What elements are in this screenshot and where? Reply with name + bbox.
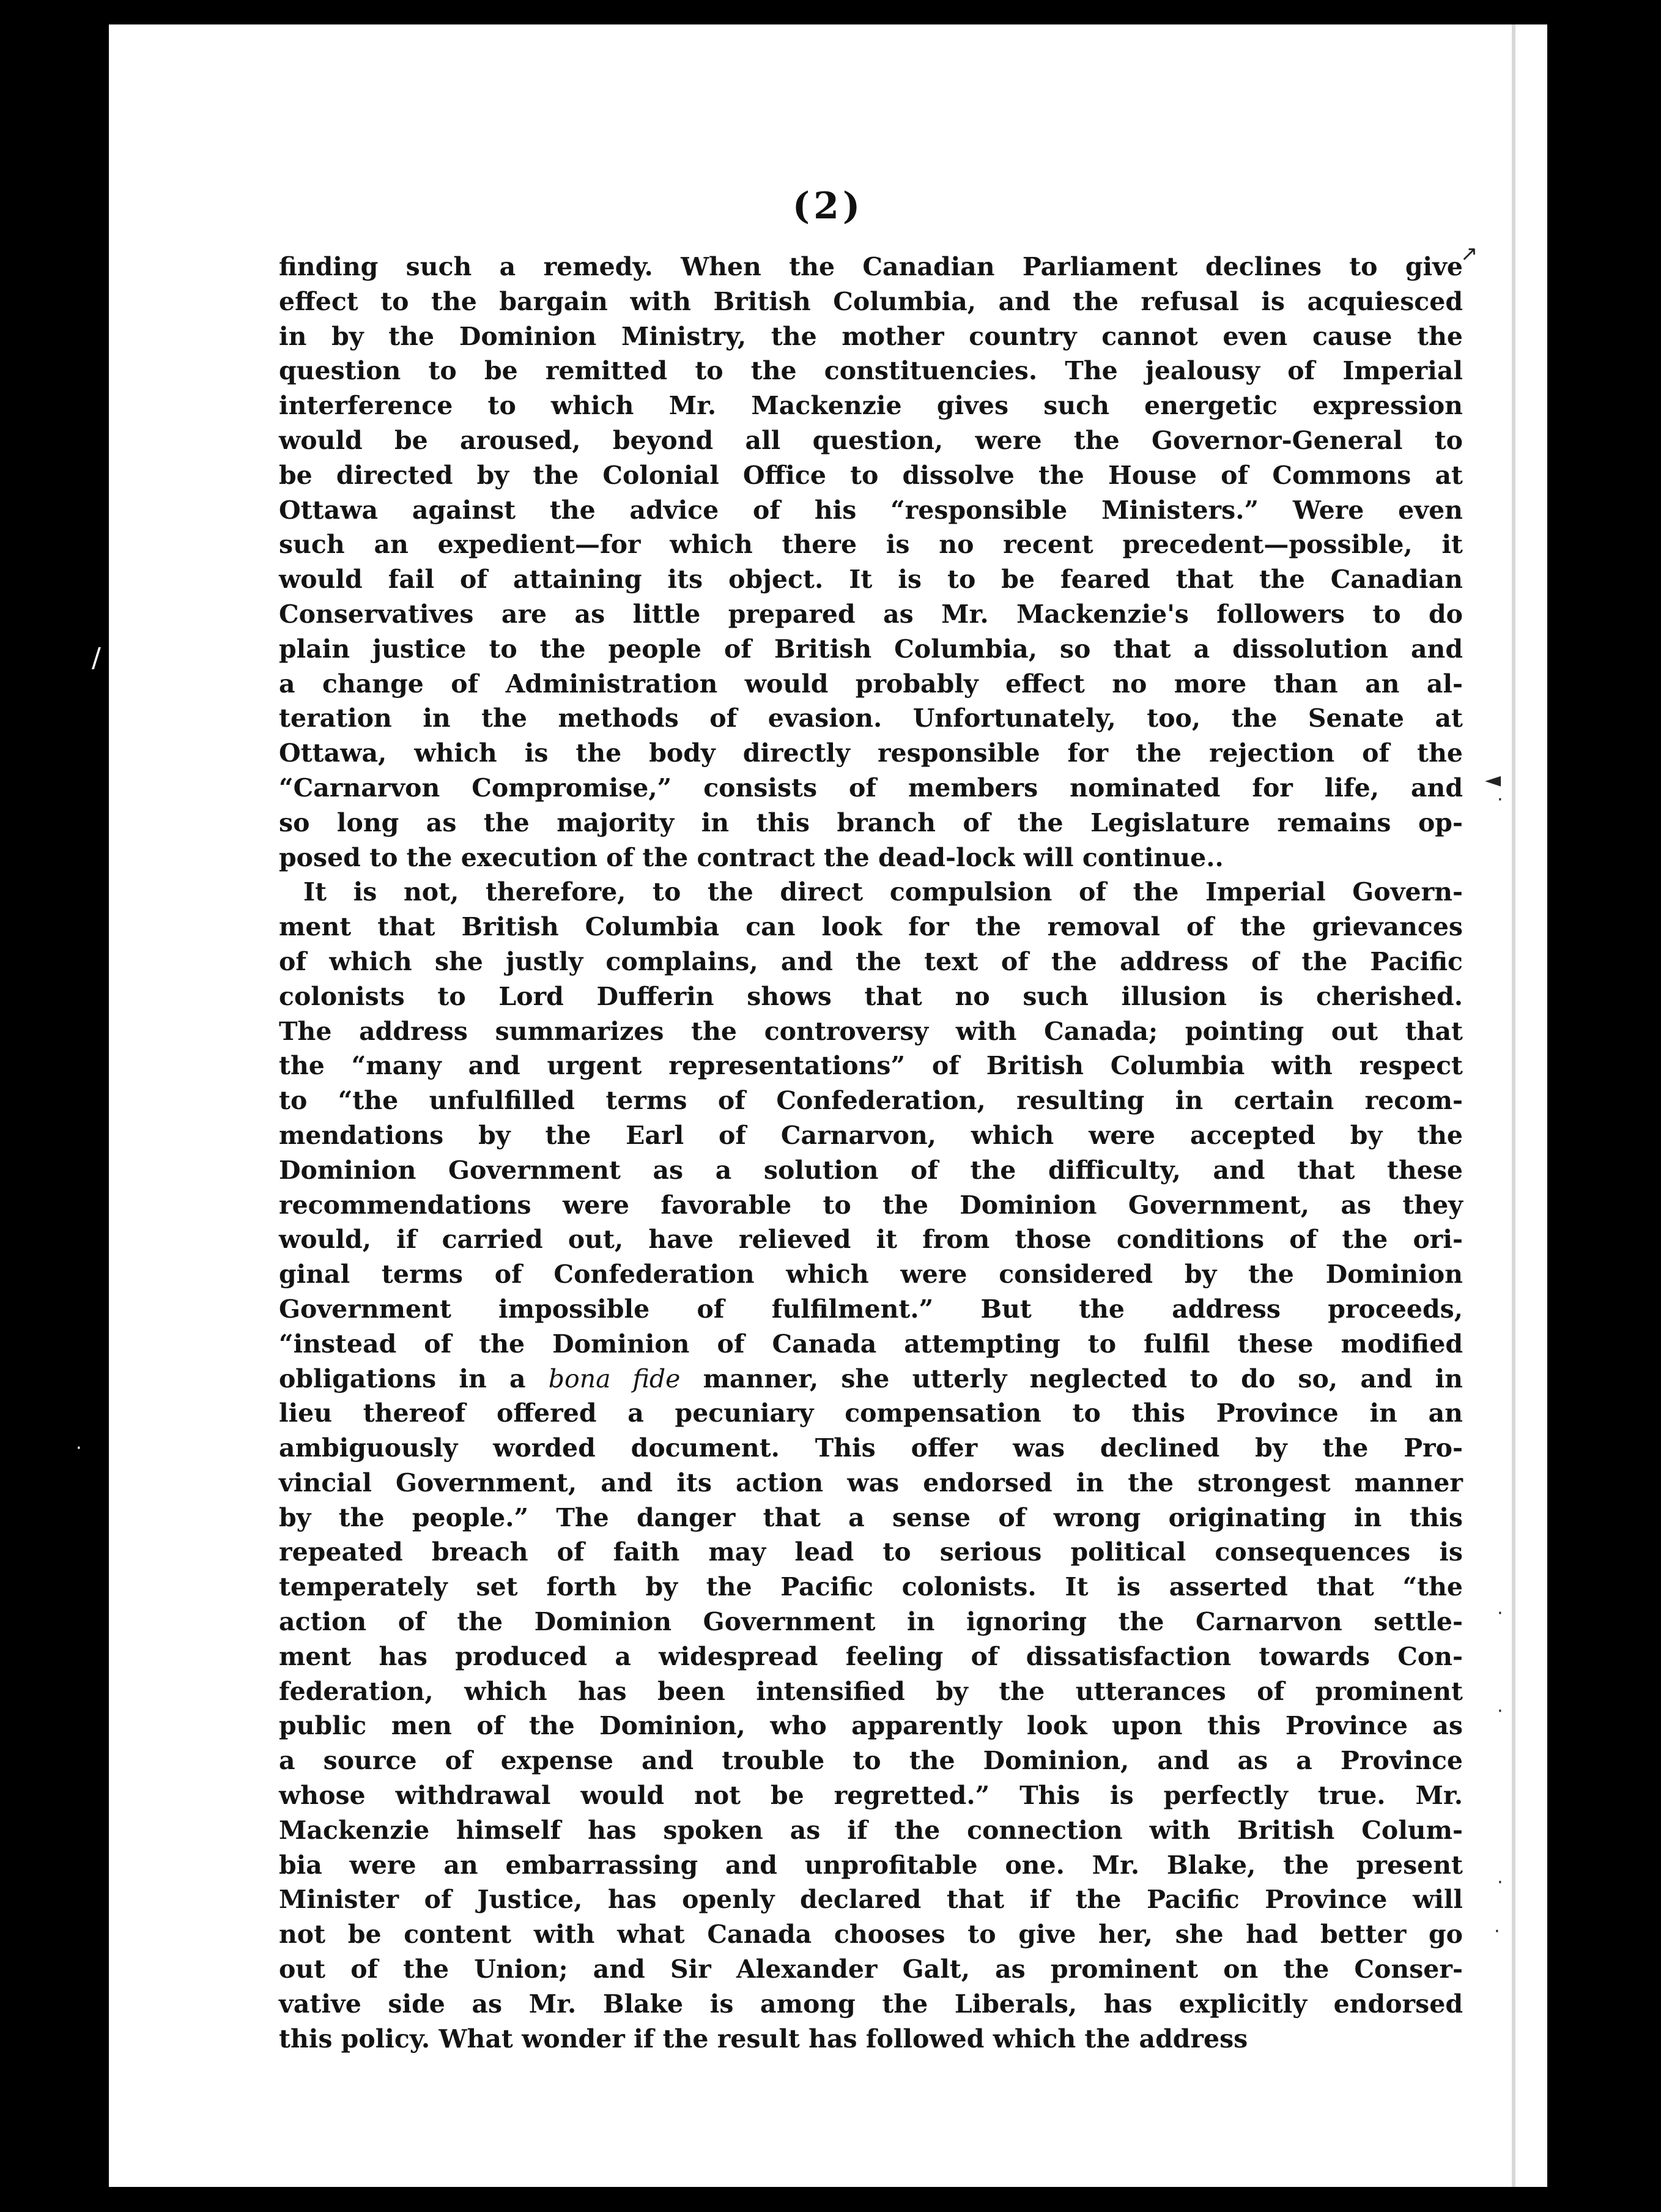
text-line: colonists to Lord Dufferin shows that no such illusion is cherished. — [279, 981, 1463, 1011]
text-line: ginal terms of Confederation which were considered by the Dominion — [279, 1260, 1463, 1290]
page-number: (2) — [792, 185, 864, 228]
text-line: obligations in a bona fide manner, she utterly neglected to do so, and in — [279, 1364, 1463, 1394]
paragraph-1 — [279, 250, 1463, 875]
text-line: so long as the majority in this branch of the Legislature remains op- — [279, 807, 1463, 837]
text-line: be directed by the Colonial Office to dissolve the House of Commons at — [279, 460, 1463, 490]
text-line: effect to the bargain with British Columbia, and the refusal is acquiesced — [279, 286, 1463, 316]
text-line: posed to the execution of the contract the dead-lock will continue.. — [279, 842, 1224, 872]
margin-mark: ↗ — [1460, 242, 1478, 266]
margin-mark: ⋅ — [76, 1438, 82, 1459]
text-line: of which she justly complains, and the text of the address of the Pacific — [279, 946, 1463, 976]
text-line: ambiguously worded document. This offer was declined by the Pro- — [279, 1433, 1463, 1463]
margin-mark: ⋅ — [1497, 1603, 1503, 1624]
text-line: plain justice to the people of British Columbia, so that a dissolution and — [279, 634, 1463, 664]
text-line: temperately set forth by the Pacific colonists. It is asserted that “the — [279, 1572, 1463, 1602]
text-line: question to be remitted to the constituencies. The jealousy of Imperial — [279, 356, 1463, 386]
text-line: such an expedient—for which there is no recent precedent—possible, it — [279, 530, 1463, 560]
page-edge — [1512, 24, 1515, 2187]
text-line: whose withdrawal would not be regretted.” This is perfectly true. Mr. — [279, 1781, 1463, 1811]
text-line: ment has produced a widespread feeling of dissatisfaction towards Con- — [279, 1641, 1463, 1671]
margin-mark: ⋅ — [1494, 1921, 1500, 1942]
text-line: lieu thereof offered a pecuniary compensation to this Province in an — [279, 1398, 1463, 1428]
text-line: a source of expense and trouble to the Dominion, and as a Province — [279, 1746, 1463, 1776]
text-line: would, if carried out, have relieved it from those conditions of the ori- — [279, 1225, 1463, 1255]
text-line: Minister of Justice, has openly declared that if the Pacific Province will — [279, 1885, 1463, 1915]
text-line: interference to which Mr. Mackenzie gives such energetic expression — [279, 391, 1463, 421]
text-line: public men of the Dominion, who apparently look upon this Province as — [279, 1711, 1463, 1741]
text-line: Ottawa against the advice of his “responsible Ministers.” Were even — [279, 495, 1463, 525]
text-line: the “many and urgent representations” of British Columbia with respect — [279, 1051, 1463, 1081]
text-line: Conservatives are as little prepared as Mr. Mackenzie's followers to do — [279, 599, 1463, 629]
scanned-page — [109, 24, 1547, 2187]
text-line: finding such a remedy. When the Canadian Parliament declines to give — [279, 252, 1463, 281]
text-line: would be aroused, beyond all question, were the Governor-General to — [279, 425, 1463, 455]
text-line: ment that British Columbia can look for the removal of the grievances — [279, 912, 1463, 942]
text-line: repeated breach of faith may lead to serious political consequences is — [279, 1537, 1463, 1567]
text-line: action of the Dominion Government in ignoring the Carnarvon settle- — [279, 1607, 1463, 1637]
body-text — [279, 250, 1463, 2056]
text-line: teration in the methods of evasion. Unfortunately, too, the Senate at — [279, 703, 1463, 733]
text-line: this policy. What wonder if the result has followed which the address — [279, 2024, 1248, 2054]
text-line: to “the unfulfilled terms of Confederation, resulting in certain recom- — [279, 1086, 1463, 1116]
margin-mark: ◄ — [1485, 768, 1501, 792]
text-line: The address summarizes the controversy with Canada; pointing out that — [279, 1016, 1463, 1046]
margin-mark: / — [92, 642, 101, 674]
text-line: a change of Administration would probably effect no more than an al- — [279, 669, 1463, 699]
text-line: out of the Union; and Sir Alexander Galt, as prominent on the Conser- — [279, 1954, 1463, 1984]
text-line: Dominion Government as a solution of the difficulty, and that these — [279, 1155, 1463, 1185]
text-line: Ottawa, which is the body directly responsible for the rejection of the — [279, 738, 1463, 768]
text-line: recommendations were favorable to the Dominion Government, as they — [279, 1190, 1463, 1220]
text-line: federation, which has been intensified by the utterances of prominent — [279, 1676, 1463, 1706]
text-line: vincial Government, and its action was endorsed in the strongest manner — [279, 1468, 1463, 1498]
text-line: would fail of attaining its object. It is to be feared that the Canadian — [279, 565, 1463, 595]
text-line: Mackenzie himself has spoken as if the connection with British Colum- — [279, 1815, 1463, 1845]
text-line: in by the Dominion Ministry, the mother country cannot even cause the — [279, 321, 1463, 351]
margin-mark: ⋅ — [1497, 789, 1503, 811]
text-line: Government impossible of fulfilment.” But the address proceeds, — [279, 1294, 1463, 1324]
text-line: “instead of the Dominion of Canada attempting to fulfil these modified — [279, 1329, 1463, 1359]
text-line: mendations by the Earl of Carnarvon, which were accepted by the — [279, 1120, 1463, 1150]
text-line: bia were an embarrassing and unprofitable one. Mr. Blake, the present — [279, 1850, 1463, 1880]
text-line: not be content with what Canada chooses to give her, she had better go — [279, 1920, 1463, 1950]
margin-mark: ⋅ — [1497, 1872, 1503, 1893]
text-line: It is not, therefore, to the direct compulsion of the Imperial Govern- — [303, 877, 1463, 907]
text-line: “Carnarvon Compromise,” consists of members nominated for life, and — [279, 773, 1463, 803]
text-line: vative side as Mr. Blake is among the Liberals, has explicitly endorsed — [279, 1989, 1463, 2019]
paragraph-2 — [279, 875, 1463, 2056]
margin-mark: ⋅ — [1497, 1701, 1503, 1722]
text-line: by the people.” The danger that a sense of wrong originating in this — [279, 1502, 1463, 1532]
